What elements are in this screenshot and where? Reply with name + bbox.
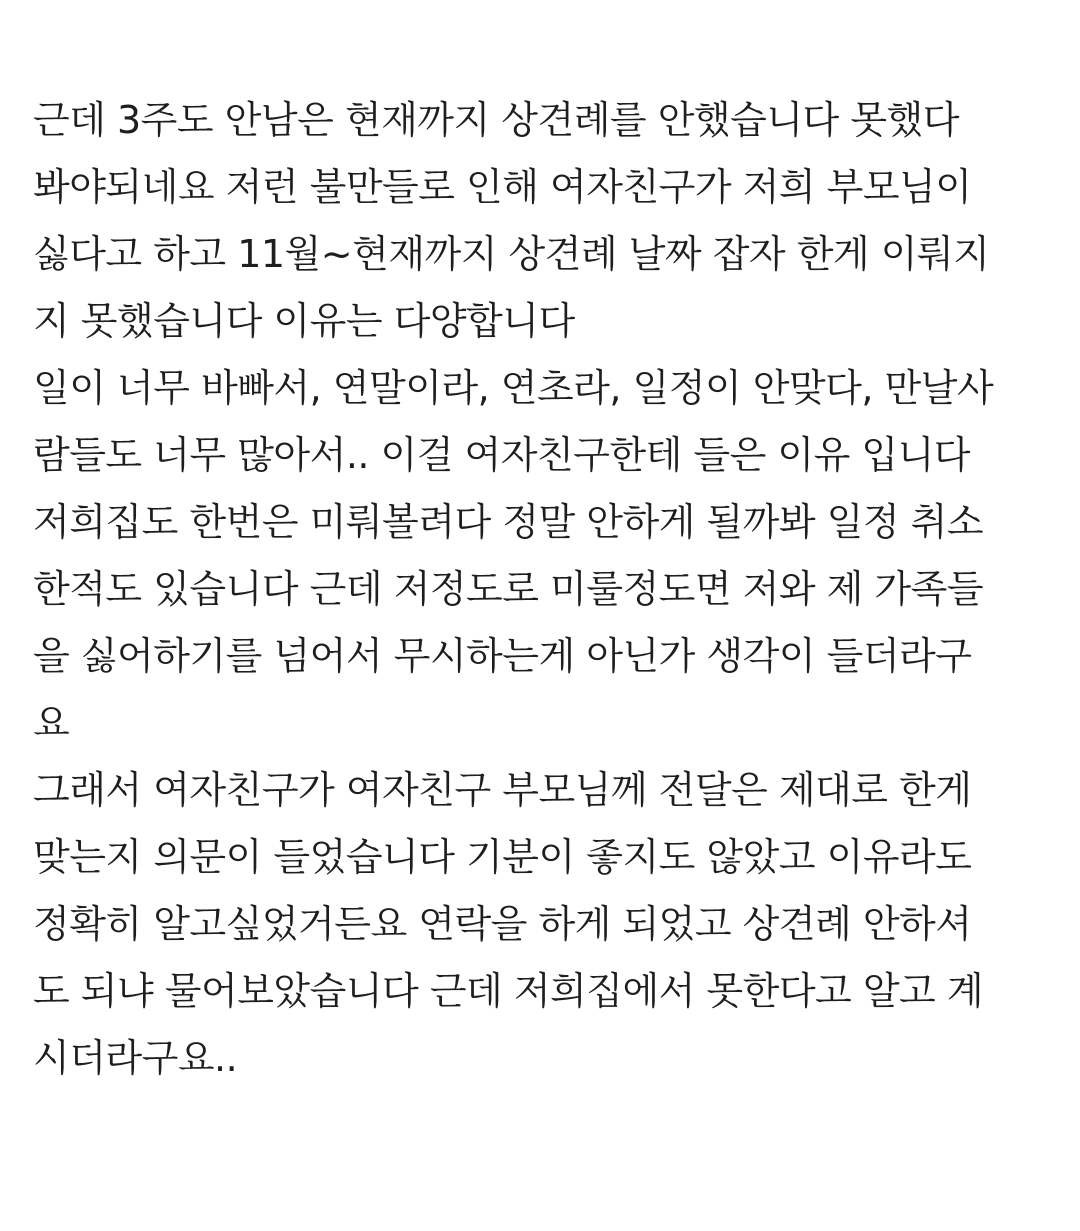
text-line: 봐야되네요 저런 불만들로 인해 여자친구가 저희 부모님이: [33, 165, 972, 209]
text-line: 싫다고 하고 11월~현재까지 상견례 날짜 잡자 한게 이뤄지: [33, 232, 990, 276]
text-line: 람들도 너무 많아서.. 이걸 여자친구한테 들은 이유 입니다: [33, 433, 970, 477]
text-line: 요: [33, 701, 70, 745]
text-line: 시더라구요..: [33, 1036, 238, 1080]
text-line: 맞는지 의문이 들었습니다 기분이 좋지도 않았고 이유라도: [33, 835, 972, 879]
article-body: [33, 87, 1053, 1092]
text-line: 도 되냐 물어보았습니다 근데 저희집에서 못한다고 알고 계: [33, 969, 984, 1013]
text-line: 한적도 있습니다 근데 저정도로 미룰정도면 저와 제 가족들: [33, 567, 984, 611]
text-line: 그래서 여자친구가 여자친구 부모님께 전달은 제대로 한게: [33, 768, 972, 812]
text-line: 정확히 알고싶었거든요 연락을 하게 되었고 상견례 안하셔: [33, 902, 972, 946]
text-line: 일이 너무 바빠서, 연말이라, 연초라, 일정이 안맞다, 만날사: [33, 366, 994, 410]
text-line: 저희집도 한번은 미뤄볼려다 정말 안하게 될까봐 일정 취소: [33, 500, 984, 544]
text-line: 을 싫어하기를 넘어서 무시하는게 아닌가 생각이 들더라구: [33, 634, 972, 678]
text-line: 지 못했습니다 이유는 다양합니다: [33, 299, 575, 343]
text-line: 근데 3주도 안남은 현재까지 상견례를 안했습니다 못했다: [33, 98, 959, 142]
